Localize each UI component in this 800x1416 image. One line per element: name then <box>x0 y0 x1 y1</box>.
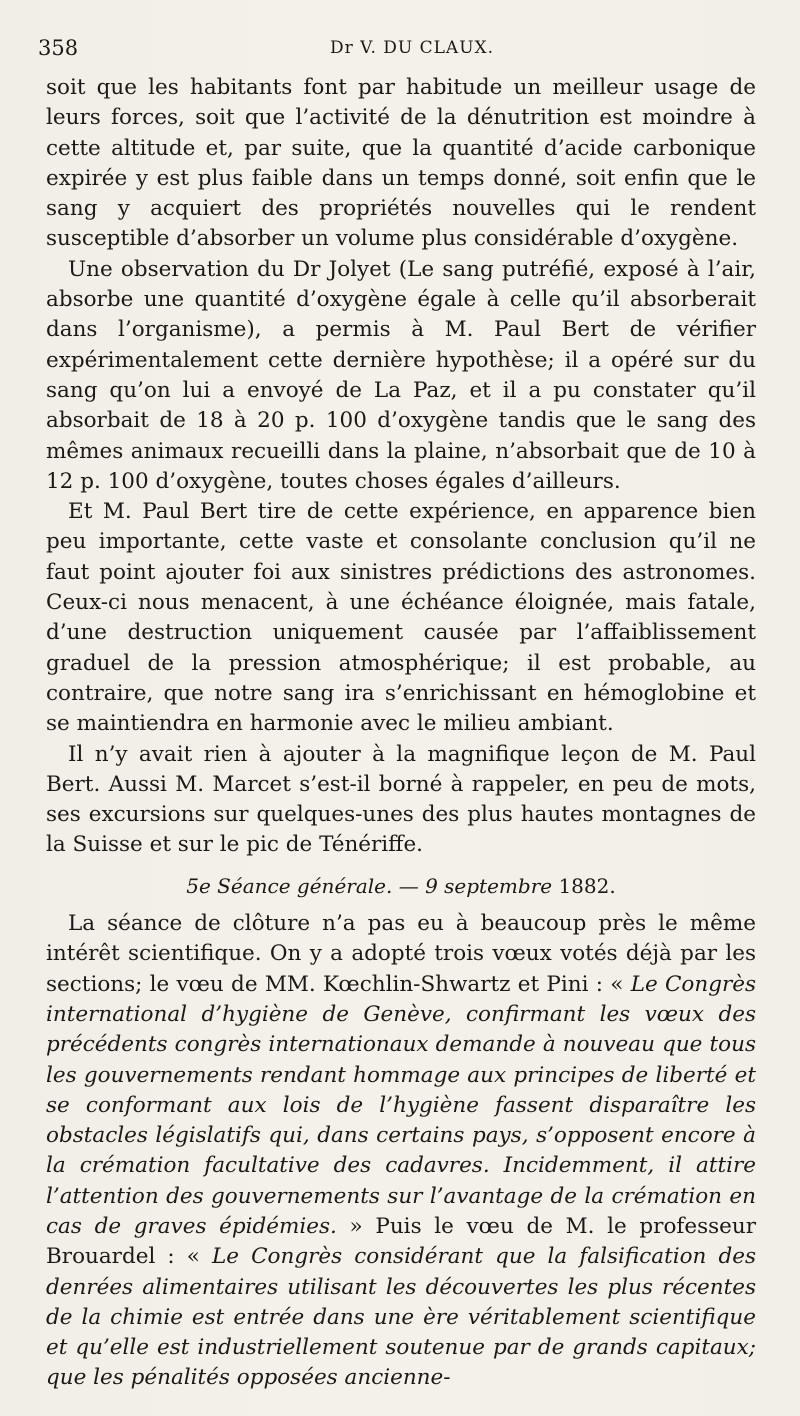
paragraph-5-lead: La séance de clôture n’a pas eu à beaucoup près le même intérêt scientifique. On y a adopté trois vœux votés déjà par les sections; le vœu de MM. Kœchlin-Shwartz et Pini : « <box>46 911 756 997</box>
page-header <box>38 36 758 68</box>
running-head: Dr V. DU CLAUX. <box>330 38 495 58</box>
paragraph-3: Et M. Paul Bert tire de cette expérience, en apparence bien peu importante, cette vaste et consolante conclusion qu’il ne faut point ajouter foi aux sinistres prédictions des astronomes. Ceux-ci nous menacent, à une échéance éloignée, mais fatale, d’une destruction uniquement causée par l’affaiblissement graduel de la pression atmosphérique; il est probable, au contraire, que notre sang ira s’enrichissant en hémoglobine et se maintiendra en harmonie avec le milieu ambiant. <box>46 499 756 737</box>
paragraph-5-mid: » Puis le vœu de M. le professeur Brouardel : « <box>46 1213 756 1270</box>
section-heading-year: 1882. <box>552 873 616 898</box>
section-heading <box>46 871 756 901</box>
paragraph-4: Il n’y avait rien à ajouter à la magnifique leçon de M. Paul Bert. Aussi M. Marcet s’est-il borné à rappeler, en peu de mots, ses excursions sur quelques-unes des plus hautes montagnes de la Suisse et sur le pic de Ténériffe. <box>46 741 756 858</box>
page-number: 358 <box>38 36 79 60</box>
quote-cremation: Le Congrès international d’hygiène de Genève, confirmant les vœux des précédents congrès internationaux demande à nouveau que tous les gouvernements rendant hommage aux principes de liberté et se conformant aux lois de l’hygiène fassent disparaître les obstacles législatifs qui, dans certains pays, s’opposent encore à la crémation facultative des cadavres. Incidemment, il attire l’attention des gouvernements sur l’avantage de la crémation en cas de graves épidémies. <box>46 971 757 1239</box>
paragraph-5 <box>46 909 756 1394</box>
page-body <box>46 73 756 1394</box>
paragraph-1: soit que les habitants font par habitude un meilleur usage de leurs forces, soit que l’activité de la dénutrition est moindre à cette altitude et, par suite, que la quantité d’acide carbonique expirée y est plus faible dans un temps donné, soit enfin que le sang y acquiert des propriétés nouvelles qui le rendent susceptible d’absorber un volume plus considérable d’oxygène. <box>46 75 756 252</box>
paragraph-2: Une observation du Dr Jolyet (Le sang putréfié, exposé à l’air, absorbe une quantité d’oxygène égale à celle qu’il absorberait dans l’organisme), a permis à M. Paul Bert de vérifier expérimentalement cette dernière hypothèse; il a opéré sur du sang qu’on lui a envoyé de La Paz, et il a pu constater qu’il absorbait de 18 à 20 p. 100 d’oxygène tandis que le sang des mêmes animaux recueilli dans la plaine, n’absorbait que de 10 à 12 p. 100 d’oxygène, toutes choses égales d’ailleurs. <box>46 256 756 494</box>
quote-falsification: Le Congrès considérant que la falsification des denrées alimentaires utilisant les découvertes les plus récentes de la chimie est entrée dans une ère véritablement scientifique et qu’elle est industriellement soutenue par de grands capitaux; que les pénalités opposées ancienne- <box>46 1244 756 1391</box>
section-heading-title: 5e Séance générale. — 9 septembre <box>186 873 553 898</box>
